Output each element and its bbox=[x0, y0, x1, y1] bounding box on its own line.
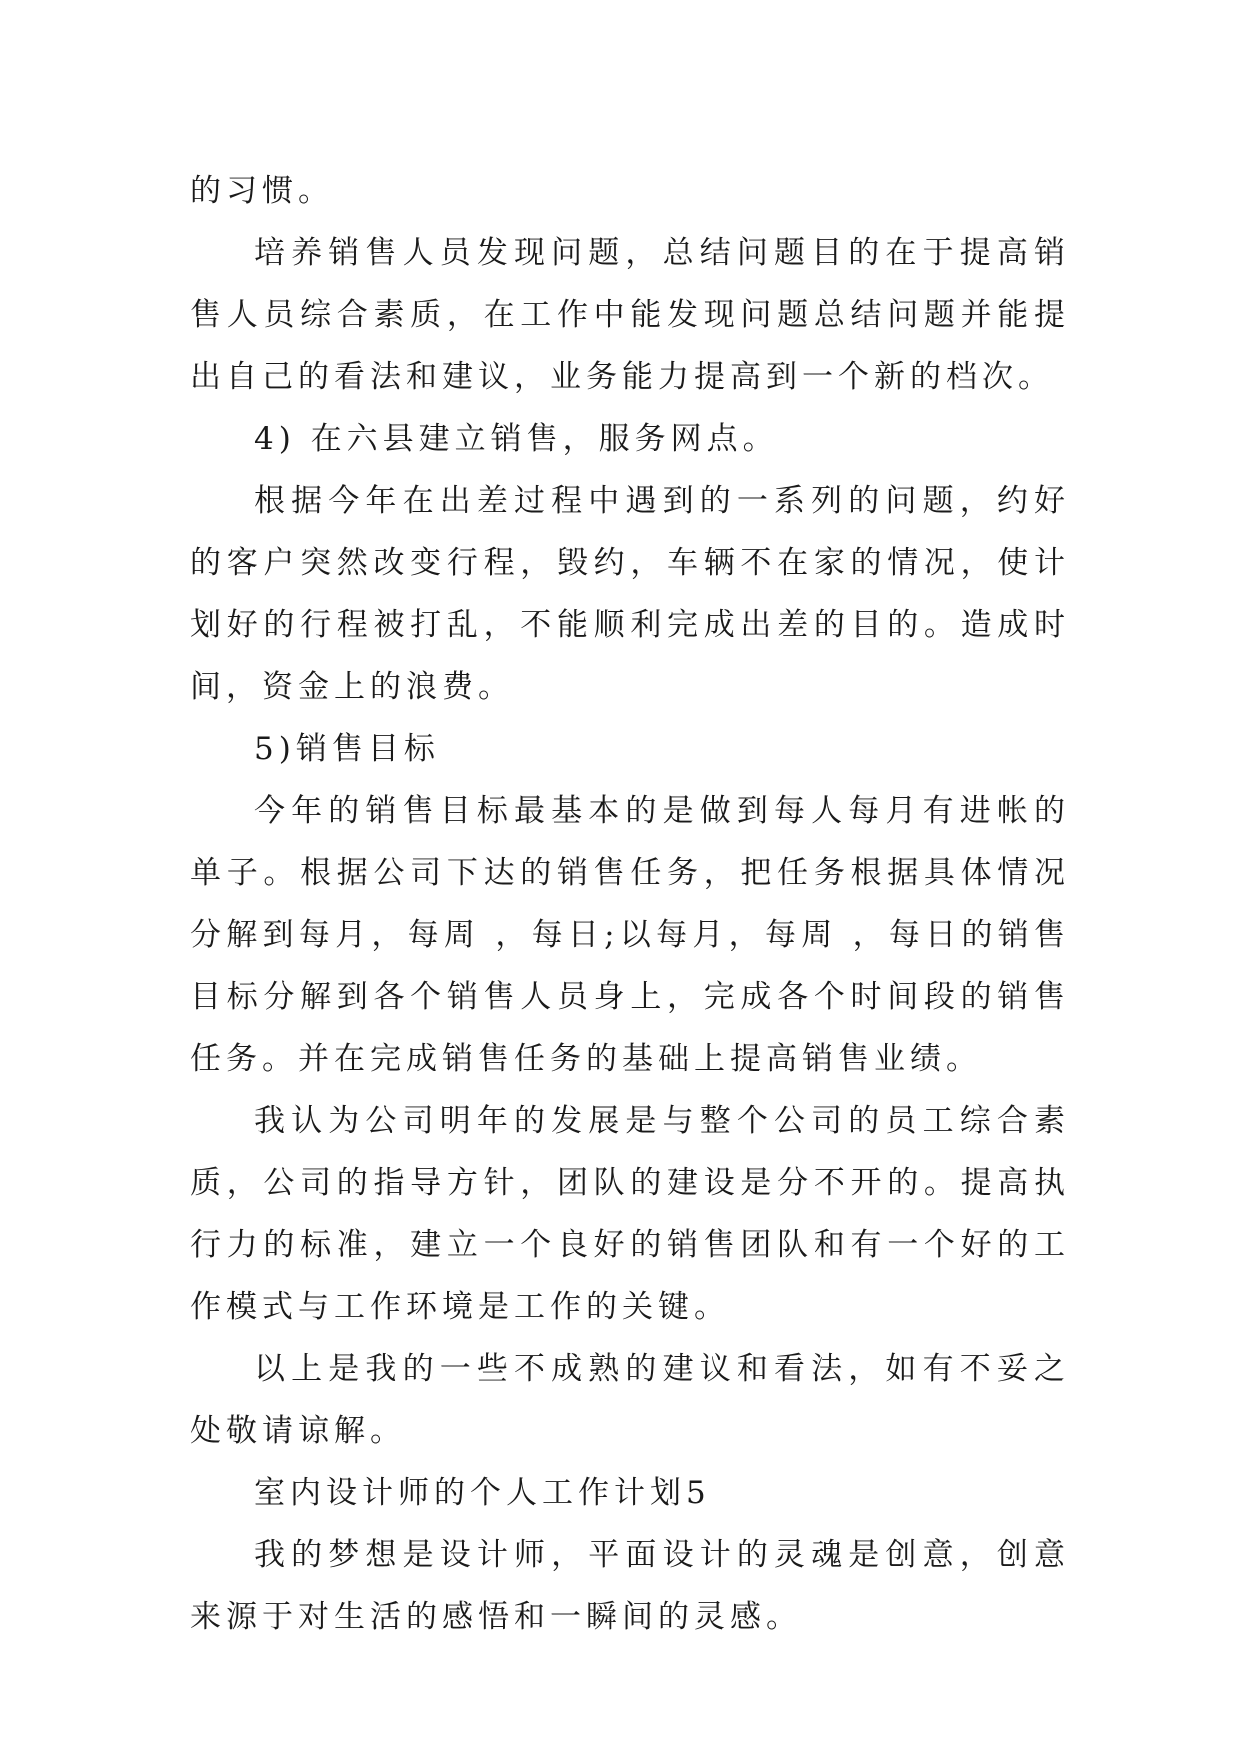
paragraph: 以上是我的一些不成熟的建议和看法，如有不妥之处敬请谅解。 bbox=[190, 1351, 1070, 1449]
paragraph: 今年的销售目标最基本的是做到每人每月有进帐的单子。根据公司下达的销售任务，把任务根据具体情况分解到每月，每周 ，每日;以每月，每周 ，每日的销售目标分解到各个销售人员身上，完成各个时间段的销售任务。并在完成销售任务的基础上提高销售业绩。 bbox=[190, 793, 1070, 1077]
list-heading: 5)销售目标 bbox=[254, 731, 440, 767]
paragraph: 培养销售人员发现问题，总结问题目的在于提高销售人员综合素质，在工作中能发现问题总结问题并能提出自己的看法和建议，业务能力提高到一个新的档次。 bbox=[190, 235, 1070, 395]
list-heading: 4) 在六县建立销售，服务网点。 bbox=[254, 421, 779, 457]
section-title: 室内设计师的个人工作计划5 bbox=[254, 1475, 711, 1511]
paragraph: 我的梦想是设计师，平面设计的灵魂是创意，创意来源于对生活的感悟和一瞬间的灵感。 bbox=[190, 1537, 1070, 1635]
document-body bbox=[190, 160, 1070, 1648]
paragraph: 我认为公司明年的发展是与整个公司的员工综合素质，公司的指导方针，团队的建设是分不开的。提高执行力的标准，建立一个良好的销售团队和有一个好的工作模式与工作环境是工作的关键。 bbox=[190, 1103, 1070, 1325]
paragraph: 的习惯。 bbox=[190, 173, 334, 209]
paragraph: 根据今年在出差过程中遇到的一系列的问题，约好的客户突然改变行程，毁约，车辆不在家的情况，使计划好的行程被打乱，不能顺利完成出差的目的。造成时间，资金上的浪费。 bbox=[190, 483, 1070, 705]
